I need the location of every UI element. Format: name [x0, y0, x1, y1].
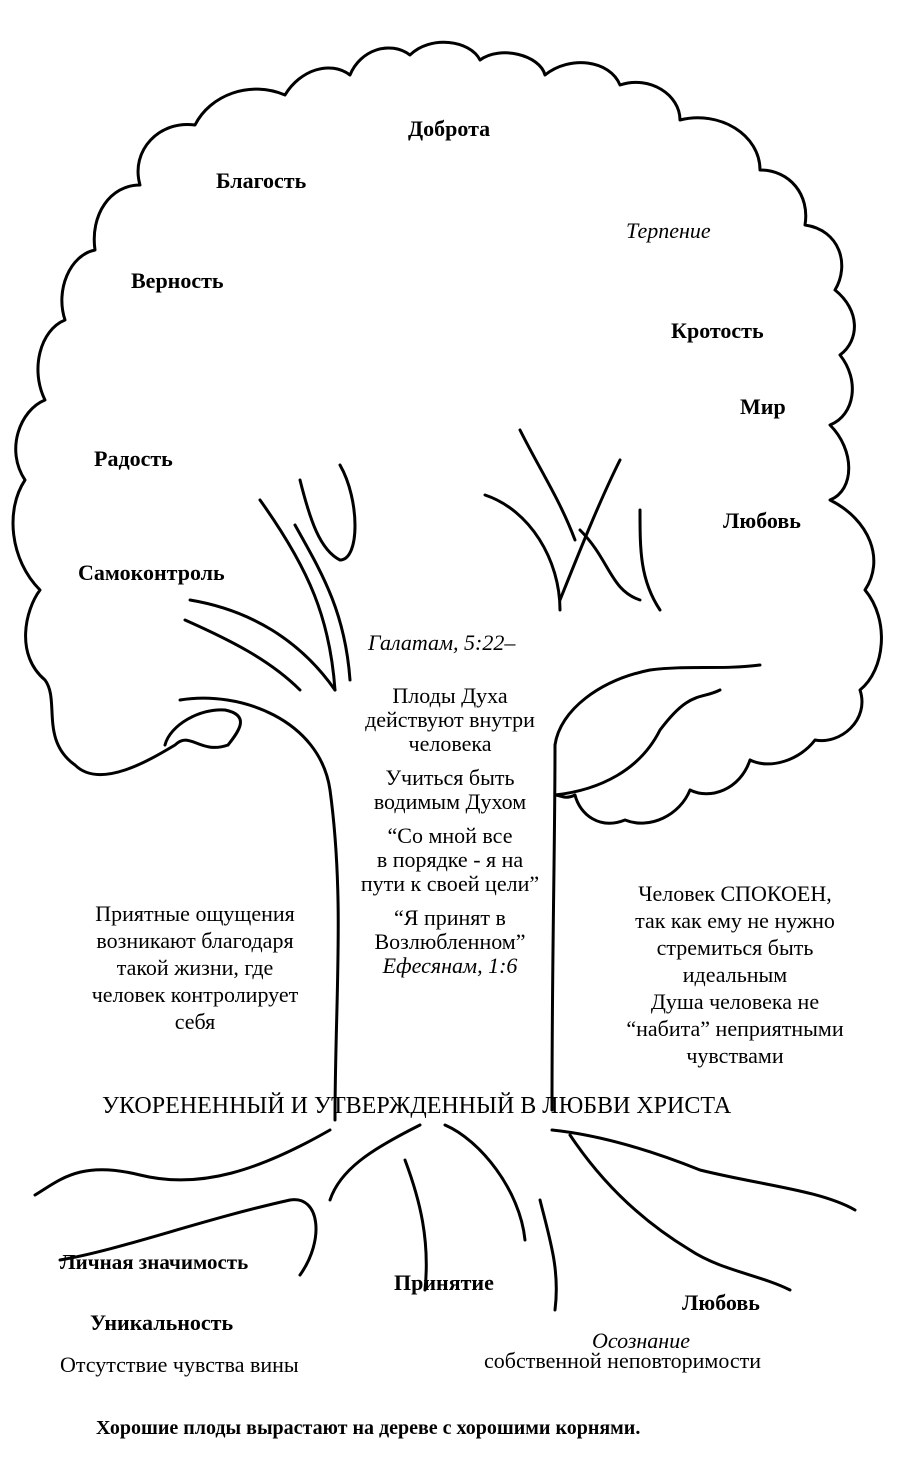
trunk-reference-galatians: Галатам, 5:22– — [368, 630, 516, 655]
root-nepovtorimost: собственной неповторимости — [484, 1348, 762, 1373]
right-text-line: так как ему не нужно — [635, 908, 835, 933]
left-text-line: такой жизни, где — [116, 955, 274, 980]
root-osoznanie: Осознание — [592, 1328, 690, 1353]
trunk-line: пути к своей цели” — [360, 871, 540, 896]
trunk-line: в порядке - я на — [376, 847, 524, 872]
left-text-line: возникают благодаря — [96, 928, 294, 953]
fruit-dobrota: Доброта — [408, 116, 491, 141]
fruit-samokontrol: Самоконтроль — [78, 560, 225, 585]
trunk-text-block — [340, 684, 560, 978]
trunk-line: “Я принят в — [394, 905, 506, 930]
right-text-block — [590, 880, 880, 1069]
trunk-line: Плоды Духа — [392, 683, 508, 708]
root-lyubov: Любовь — [682, 1290, 760, 1315]
right-text-line: идеальным — [682, 962, 788, 987]
fruit-lyubov: Любовь — [723, 508, 801, 533]
root-lichnaya-znachimost: Личная значимость — [60, 1250, 249, 1274]
right-text-line: чувствами — [686, 1043, 784, 1068]
left-text-block — [60, 900, 330, 1035]
root-unikalnost: Уникальность — [90, 1310, 234, 1335]
trunk-line: действуют внутри — [365, 707, 535, 732]
right-text-line: Человек СПОКОЕН, — [638, 881, 832, 906]
fruit-krotost: Кротость — [671, 318, 764, 343]
right-text-line: “набита” неприятными — [626, 1016, 844, 1041]
trunk-line: Учиться быть — [385, 765, 515, 790]
trunk-line: человека — [408, 731, 492, 756]
fruit-mir: Мир — [740, 394, 786, 419]
caption: Хорошие плоды вырастают на дереве с хорошими корнями. — [96, 1417, 641, 1439]
fruit-radost: Радость — [94, 446, 173, 471]
trunk-reference-ephesians: Ефесянам, 1:6 — [382, 953, 518, 978]
right-text-line: стремиться быть — [656, 935, 814, 960]
left-text-line: себя — [174, 1009, 216, 1034]
trunk-line: “Со мной все — [387, 823, 513, 848]
rooted-banner: УКОРЕНЕННЫЙ И УТВЕРЖДЕННЫЙ В ЛЮБВИ ХРИСТА — [102, 1093, 732, 1119]
fruit-terpenie: Терпение — [626, 218, 711, 243]
left-text-line: Приятные ощущения — [95, 901, 295, 926]
fruit-vernost: Верность — [131, 268, 224, 293]
trunk-line: Возлюбленном” — [374, 929, 526, 954]
left-text-line: человек контролирует — [91, 982, 299, 1007]
fruit-blagost: Благость — [216, 168, 307, 193]
root-prinyatie: Принятие — [394, 1270, 494, 1295]
right-text-line: Душа человека не — [650, 989, 820, 1014]
root-otsutstvie-viny: Отсутствие чувства вины — [60, 1352, 299, 1377]
trunk-line: водимым Духом — [373, 789, 527, 814]
